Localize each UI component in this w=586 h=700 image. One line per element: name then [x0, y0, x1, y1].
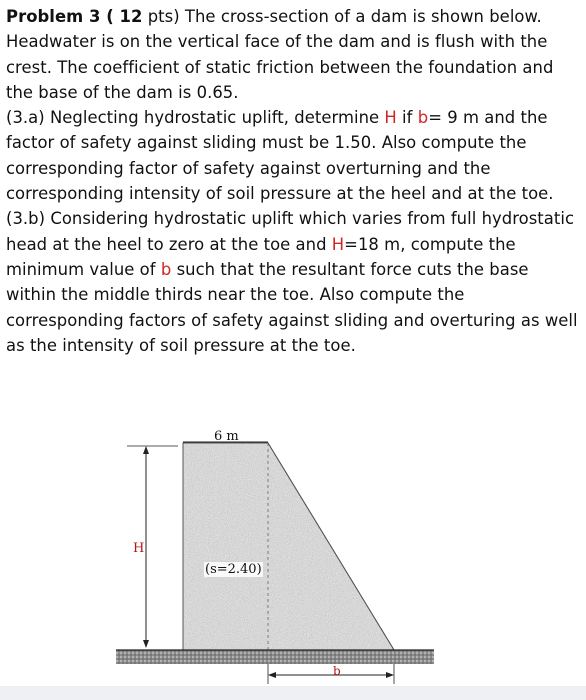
var-b-a: b: [417, 108, 429, 128]
dam-figure: [0, 428, 586, 700]
dam-texture: [183, 443, 394, 650]
h-arrow-bottom: [143, 640, 149, 648]
problem-points-unit: pts): [142, 7, 180, 26]
var-b-b: b: [160, 259, 172, 279]
part-b-text-3: such that the resultant force cuts the base within the middle thirds near the toe. Also compute the corresponding factors of safety against sliding and overturing as well as the intensity of soil pressure at the toe.: [6, 259, 578, 355]
problem-heading: Problem 3: [6, 7, 101, 26]
b-arrow-right: [386, 672, 394, 678]
part-b-text-1: (3.b) Considering hydrostatic uplift which varies from full hydrostatic head at the heel to zero at the toe and: [6, 209, 575, 254]
b-arrow-left: [268, 672, 276, 678]
bottom-band: [0, 686, 586, 700]
var-H-a: H: [384, 108, 397, 128]
part-b-text-2: =18 m, compute the minimum value of: [6, 234, 516, 279]
part-a-text-2: if: [396, 108, 418, 128]
part-a: [6, 105, 582, 206]
ground: [116, 650, 434, 664]
part-a-text-1: (3.a) Neglecting hydrostatic uplift, determine: [6, 108, 385, 128]
h-arrow-top: [143, 446, 149, 454]
part-a-text-3: = 9 m and the factor of safety against sliding must be 1.50. Also compute the corresponding factor of safety against overturning and the corresponding intensity of soil pressure at the heel and at the toe.: [6, 108, 554, 204]
height-label: H: [133, 541, 145, 556]
var-H-b: H: [331, 234, 345, 254]
problem-text: [6, 4, 582, 358]
top-width-label: 6 m: [214, 429, 239, 444]
material-label: (s=2.40): [205, 562, 262, 577]
base-label: b: [333, 664, 341, 678]
dam-diagram: [0, 428, 586, 700]
problem-points: ( 12: [100, 7, 143, 26]
part-b: [6, 206, 582, 358]
problem-intro: The cross-section of a dam is shown below. Headwater is on the vertical face of the dam and is flush with the crest. The coefficient of static friction between the foundation and the base of the dam is 0.65.: [6, 7, 554, 102]
problem-paragraph: [6, 4, 582, 105]
